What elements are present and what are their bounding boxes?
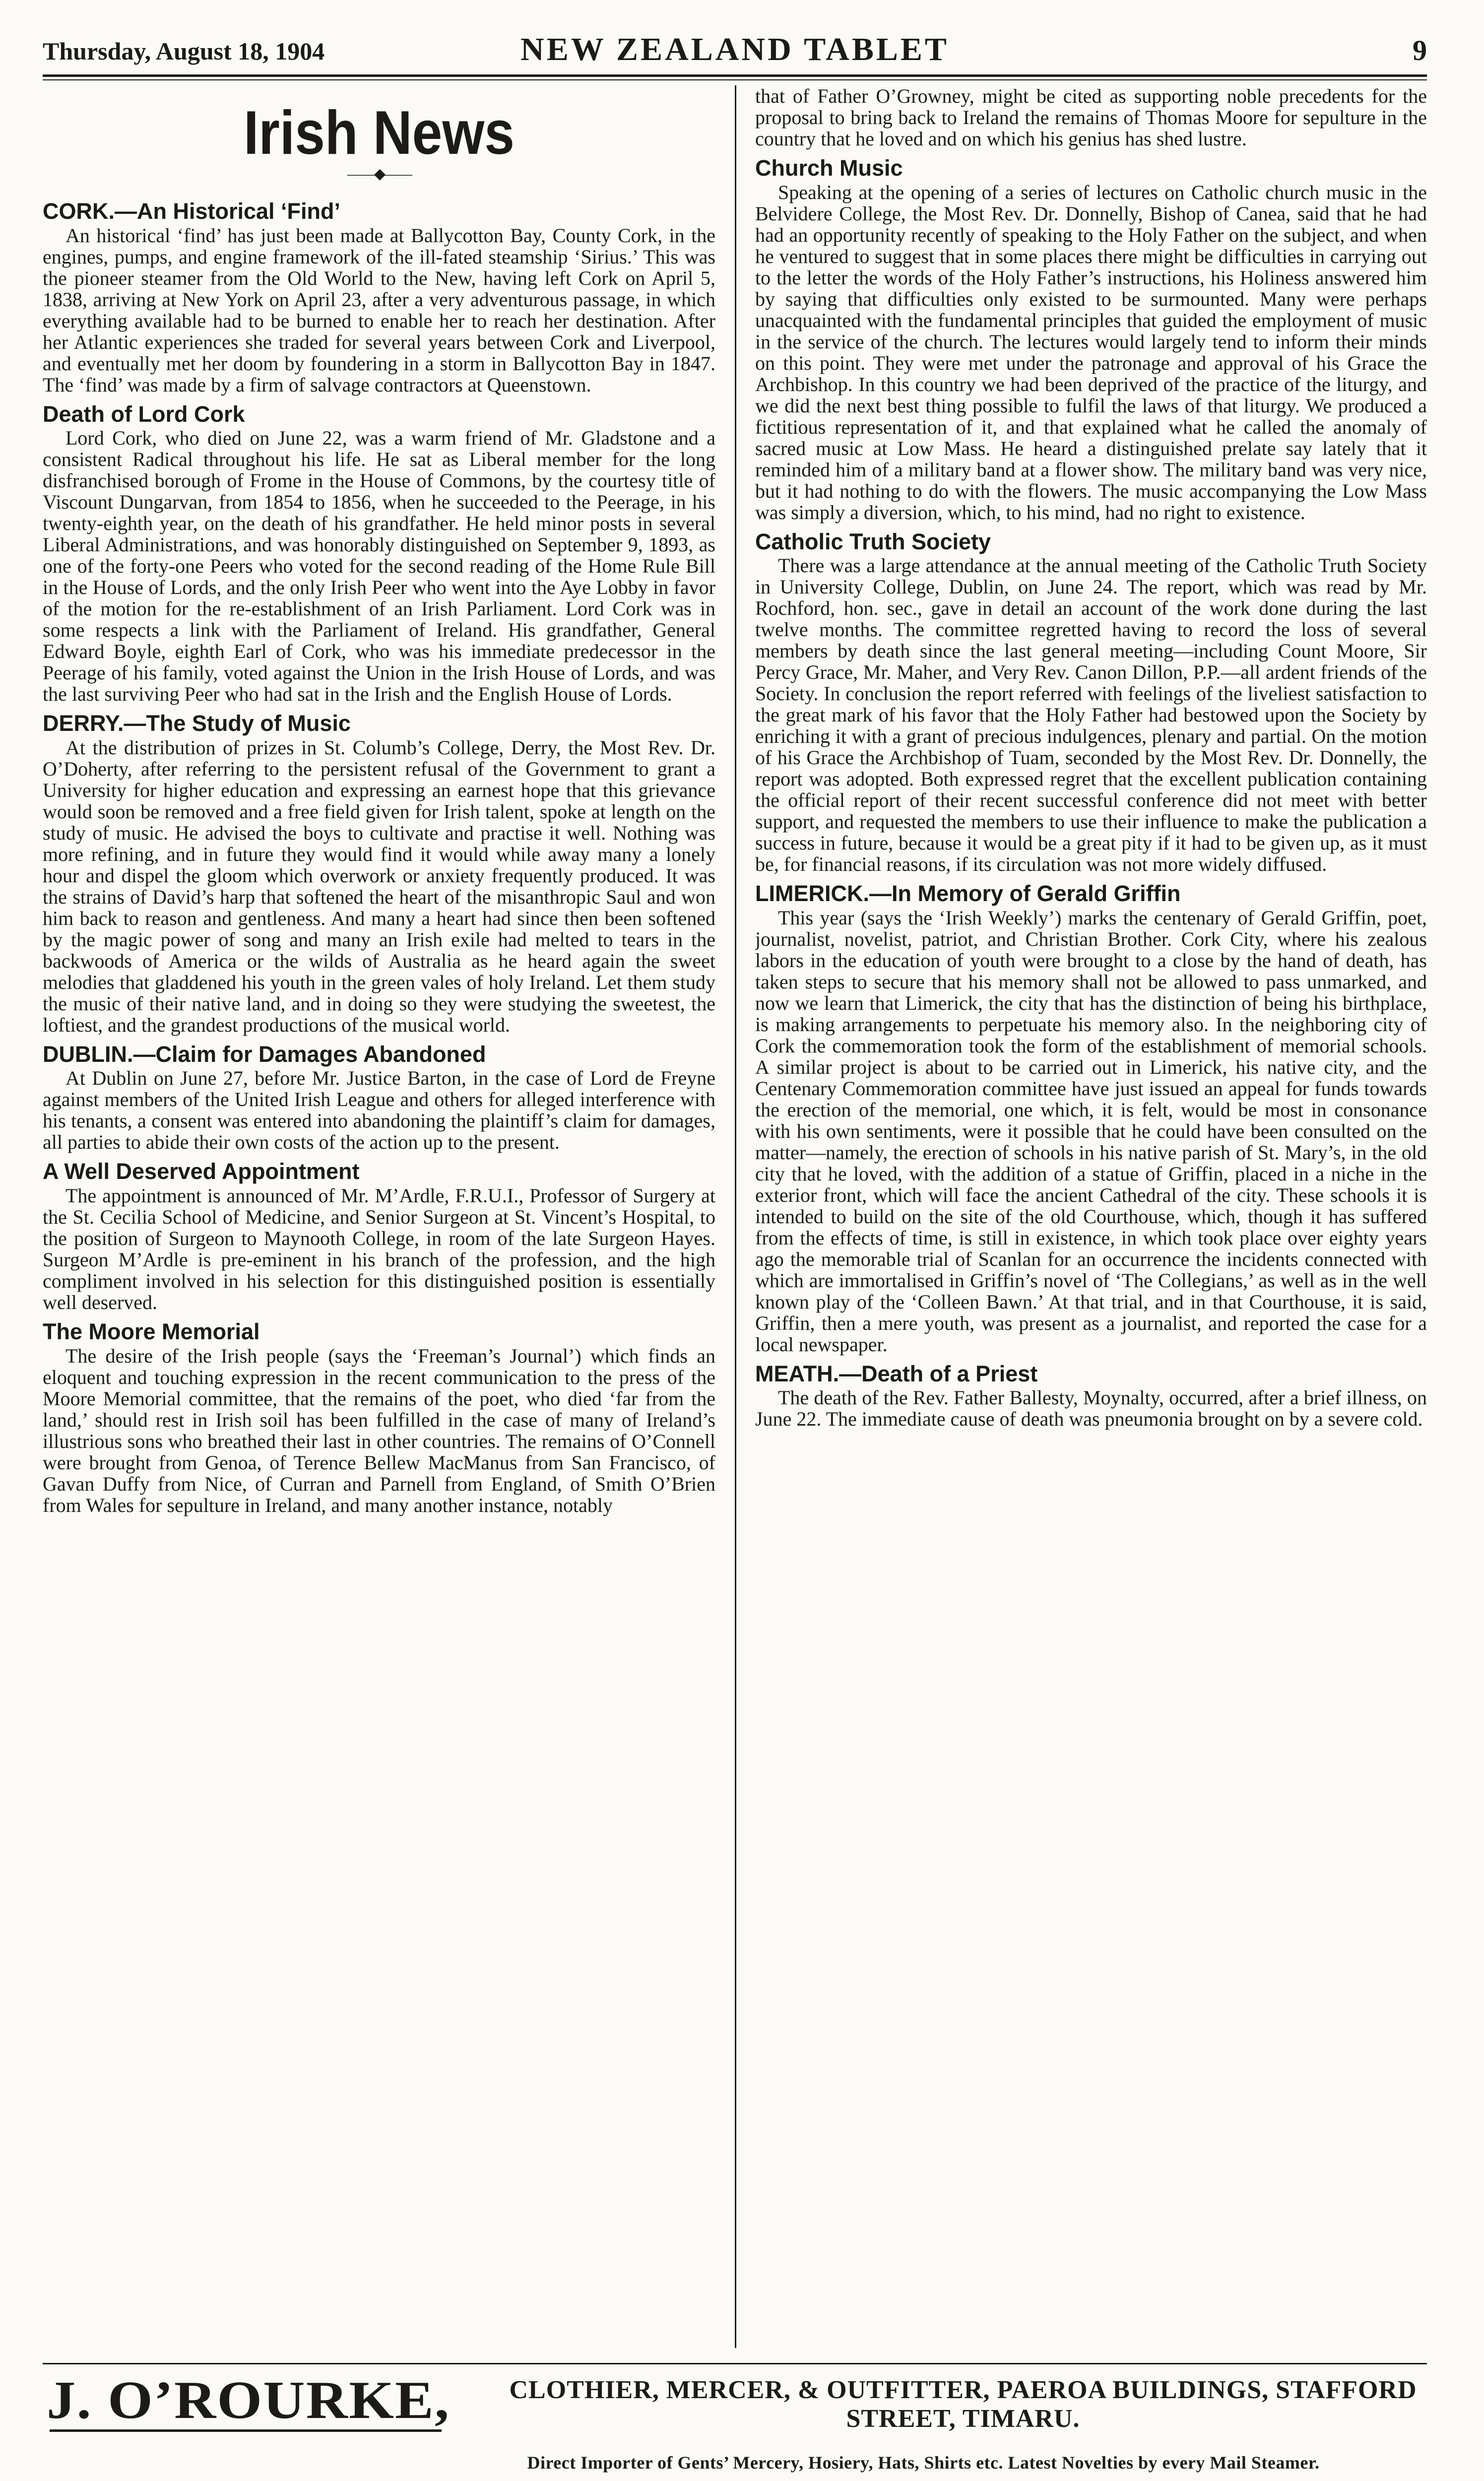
newspaper-title: NEW ZEALAND TABLET (520, 31, 949, 67)
right-column (755, 85, 1427, 2363)
story-moore-memorial (43, 1320, 715, 1516)
story-church-music (755, 156, 1427, 523)
advertiser-trade-line: STREET, TIMARU. (846, 2405, 1080, 2433)
advertiser-underline (50, 2429, 442, 2432)
ornament-divider: ——◆—— (347, 166, 411, 182)
masthead (43, 29, 1427, 76)
story-paragraph: At the distribution of prizes in St. Columb’s College, Derry, the Most Rev. Dr. O’Doherty, after referring to the persistent refusal of the Government to grant a University for higher education and expressing an earnest hope that this grievance would soon be removed and a free field given for Irish talent, spoke at length on the study of music. He advised the boys to cultivate and practise it well. Nothing was more refining, and in future they would find it would while away many a lonely hour and dispel the gloom which overwork or anxiety frequently produced. It was the strains of David’s harp that softened the heart of the misanthropic Saul and won him back to reason and gentleness. And many a heart had since then been softened by the magic power of song and many an Irish exile had melted to tears in the backwoods of America or the wilds of Australia as he heard again the sweet melodies that gladdened his youth in the green vales of holy Ireland. Let them study the music of their native land, and in doing so they were studying the sweetest, the loftiest, and the grandest productions of the musical world. (43, 736, 715, 1036)
story-heading: Church Music (755, 155, 903, 181)
story-heading: The Moore Memorial (43, 1318, 260, 1344)
page-number: 9 (1413, 34, 1427, 66)
story-paragraph: This year (says the ‘Irish Weekly’) marks the centenary of Gerald Griffin, poet, journalist, novelist, patriot, and Christian Brother. Cork City, where his zealous labors in the education of youth were brought to a close by the hand of death, has taken steps to secure that his memory shall not be allowed to pass unmarked, and now we learn that Limerick, the city that has the distinction of being his birthplace, is making arrangements to perpetuate his memory also. In the neighboring city of Cork the commemoration took the form of the establishment of memorial schools. A similar project is about to be carried out in Limerick, his native city, and the Centenary Commemoration committee have just issued an appeal for funds towards the erection of the memorial, one which, it is felt, would be most in consonance with his own sentiments, were it possible that he could have been consulted on the matter—namely, the erection of schools in his native parish of St. Mary’s, in the old city that he loved, with the addition of a statue of Griffin, placed in a niche in the exterior front, which will face the ancient Cathedral of the city. These schools it is intended to build on the site of the old Courthouse, which, though it has suffered from the effects of time, is still in existence, in which took place over eighty years ago the memorable trial of Scanlan for an occurrence the incidents connected with which are immortalised in Griffin’s novel of ‘The Collegians,’ as well as in the well known play of the ‘Colleen Bawn.’ At that trial, and in that Courthouse, it is said, Griffin, then a mere youth, was present as a journalist, and reported the case for a local newspaper. (755, 906, 1427, 1356)
column-divider (735, 85, 736, 2348)
footer-rule (43, 2363, 1427, 2364)
story-heading: CORK.—An Historical ‘Find’ (43, 198, 341, 224)
story-heading: DUBLIN.—Claim for Damages Abandoned (43, 1041, 486, 1067)
advertiser-importer-line: Direct Importer of Gents’ Mercery, Hosiery, Hats, Shirts etc. Latest Novelties by every Mail Steamer. (527, 2453, 1320, 2473)
masthead-rule-thin (43, 79, 1427, 80)
story-limerick-griffin (755, 882, 1427, 1355)
story-paragraph: Lord Cork, who died on June 22, was a warm friend of Mr. Gladstone and a consistent Radical throughout his life. He sat as Liberal member for the long disfranchised borough of Frome in the House of Commons, by the courtesy title of Viscount Dungarvan, from 1854 to 1856, when he succeeded to the Peerage, in his twenty-eighth year, on the death of his grandfather. He held minor posts in several Liberal Administrations, and was honorably distinguished on September 9, 1893, as one of the forty-one Peers who voted for the second reading of the Home Rule Bill in the House of Lords, and the only Irish Peer who went into the Aye Lobby in favor of the motion for the re-establishment of an Irish Parliament. Lord Cork was in some respects a link with the Parliament of Ireland. His grandfather, General Edward Boyle, eighth Earl of Cork, who was his immediate predecessor in the Peerage of his family, voted against the Union in the Irish House of Lords, and was the last surviving Peer who had sat in the Irish and the English House of Lords. (43, 427, 715, 706)
advertiser-name: J. O’ROURKE, (47, 2371, 451, 2430)
left-column (43, 85, 715, 2363)
story-dublin-damages (43, 1043, 715, 1153)
advertisement (43, 2368, 1427, 2481)
story-cork-find (43, 199, 715, 395)
story-paragraph: There was a large attendance at the annual meeting of the Catholic Truth Society in University College, Dublin, on June 24. The report, which was read by Mr. Rochford, hon. sec., gave in detail an account of the work done during the last twelve months. The committee regretted having to record the loss of several members by death since the last general meeting—including Count Moore, Sir Percy Grace, Mr. Maher, and Very Rev. Canon Dillon, P.P.—all ardent friends of the Society. In conclusion the report referred with feelings of the liveliest satisfaction to the great mark of his favor that the Holy Father had bestowed upon the Society by enriching it with a grant of precious indulgences, plenary and partial. On the motion of his Grace the Archbishop of Tuam, seconded by the Most Rev. Dr. Donnelly, the report was adopted. Both expressed regret that the excellent publication containing the official report of their recent successful conference did not meet with better support, and requested the members to use their influence to make the publication a success in future, because it would be a great pity if it had to be given up, as it must be, for financial reasons, if its circulation was not more widely diffused. (755, 554, 1427, 876)
story-derry-music (43, 712, 715, 1036)
advertiser-trade-line: CLOTHIER, MERCER, & OUTFITTER, PAEROA BUILDINGS, STAFFORD (509, 2376, 1417, 2404)
story-paragraph: The appointment is announced of Mr. M’Ardle, F.R.U.I., Professor of Surgery at the St. Cecilia School of Medicine, and Senior Surgeon at St. Vincent’s Hospital, to the position of Surgeon to Maynooth College, in room of the late Surgeon Hayes. Surgeon M’Ardle is pre-eminent in his branch of the profession, and the high compliment involved in his selection for this distinguished position is essentially well deserved. (43, 1184, 715, 1313)
continued-paragraph: that of Father O’Growney, might be cited as supporting noble precedents for the proposal to bring back to Ireland the remains of Thomas Moore for sepulture in the country that he loved and on which his genius has shed lustre. (755, 85, 1427, 150)
story-meath-priest (755, 1362, 1427, 1430)
story-paragraph: The desire of the Irish people (says the ‘Freeman’s Journal’) which finds an eloquent and touching expression in the recent communication to the press of the Moore Memorial committee, that the remains of the poet, who died ‘far from the land,’ should rest in Irish soil has been fulfilled in the case of many of Ireland’s illustrious sons who breathed their last in other countries. The remains of O’Connell were brought from Genoa, of Terence Bellew MacManus from San Francisco, of Gavan Duffy from Nice, of Curran and Parnell from England, of Smith O’Brien from Wales for sepulture in Ireland, and many another instance, notably (43, 1344, 715, 1516)
story-heading: Catholic Truth Society (755, 528, 991, 554)
story-heading: DERRY.—The Study of Music (43, 711, 351, 736)
story-heading: A Well Deserved Appointment (43, 1159, 360, 1184)
story-heading: Death of Lord Cork (43, 401, 245, 427)
story-paragraph: At Dublin on June 27, before Mr. Justice Barton, in the case of Lord de Freyne against members of the United Irish League and others for alleged interference with his tenants, a consent was entered into abandoning the plaintiff’s claim for damages, all parties to abide their own costs of the action up to the present. (43, 1067, 715, 1154)
section-title: Irish News (244, 99, 515, 167)
issue-date: Thursday, August 18, 1904 (43, 37, 325, 65)
story-catholic-truth-society (755, 530, 1427, 875)
advertiser-trade (499, 2376, 1427, 2433)
story-paragraph: An historical ‘find’ has just been made at Ballycotton Bay, County Cork, in the engines, pumps, and engine framework of the ill-fated steamship ‘Sirius.’ This was the pioneer steamer from the Old World to the New, having left Cork on April 5, 1838, arriving at New York on April 23, after a very adventurous passage, in which everything available had to be burned to enable her to reach her destination. After her Atlantic experiences she traded for several years between Cork and Liverpool, and eventually met her doom by foundering in a storm in Ballycotton Bay in 1847. The ‘find’ was made by a firm of salvage contractors at Queenstown. (43, 224, 715, 396)
story-paragraph: The death of the Rev. Father Ballesty, Moynalty, occurred, after a brief illness, on June 22. The immediate cause of death was pneumonia brought on by a severe cold. (755, 1386, 1427, 1431)
story-heading: MEATH.—Death of a Priest (755, 1361, 1038, 1386)
story-heading: LIMERICK.—In Memory of Gerald Griffin (755, 881, 1181, 907)
story-appointment (43, 1160, 715, 1313)
story-lord-cork (43, 402, 715, 705)
masthead-rule (43, 74, 1427, 77)
story-paragraph: Speaking at the opening of a series of lectures on Catholic church music in the Belvidere College, the Most Rev. Dr. Donnelly, Bishop of Canea, said that he had had an opportunity recently of speaking to the Holy Father on the subject, and when he ventured to suggest that in some places there might be difficulties in carrying out to the letter the words of the Holy Father’s instructions, his Holiness answered him by saying that difficulties only existed to be surmounted. Many were perhaps unacquainted with the fundamental principles that guided the employment of music in the service of the church. The lectures would largely tend to inform their minds on this point. They were met under the patronage and approval of his Grace the Archbishop. In this country we had been deprived of the practice of the liturgy, and we did the next best thing possible to fulfil the laws of that liturgy. We produced a fictitious representation of it, and that explained what he called the anomaly of sacred music at Low Mass. He heard a distinguished prelate say lately that it reminded him of a military band at a flower show. The military band was very nice, but it had nothing to do with the flowers. The music accompanying the Low Mass was simply a diversion, which, to his mind, had no right to existence. (755, 181, 1427, 523)
